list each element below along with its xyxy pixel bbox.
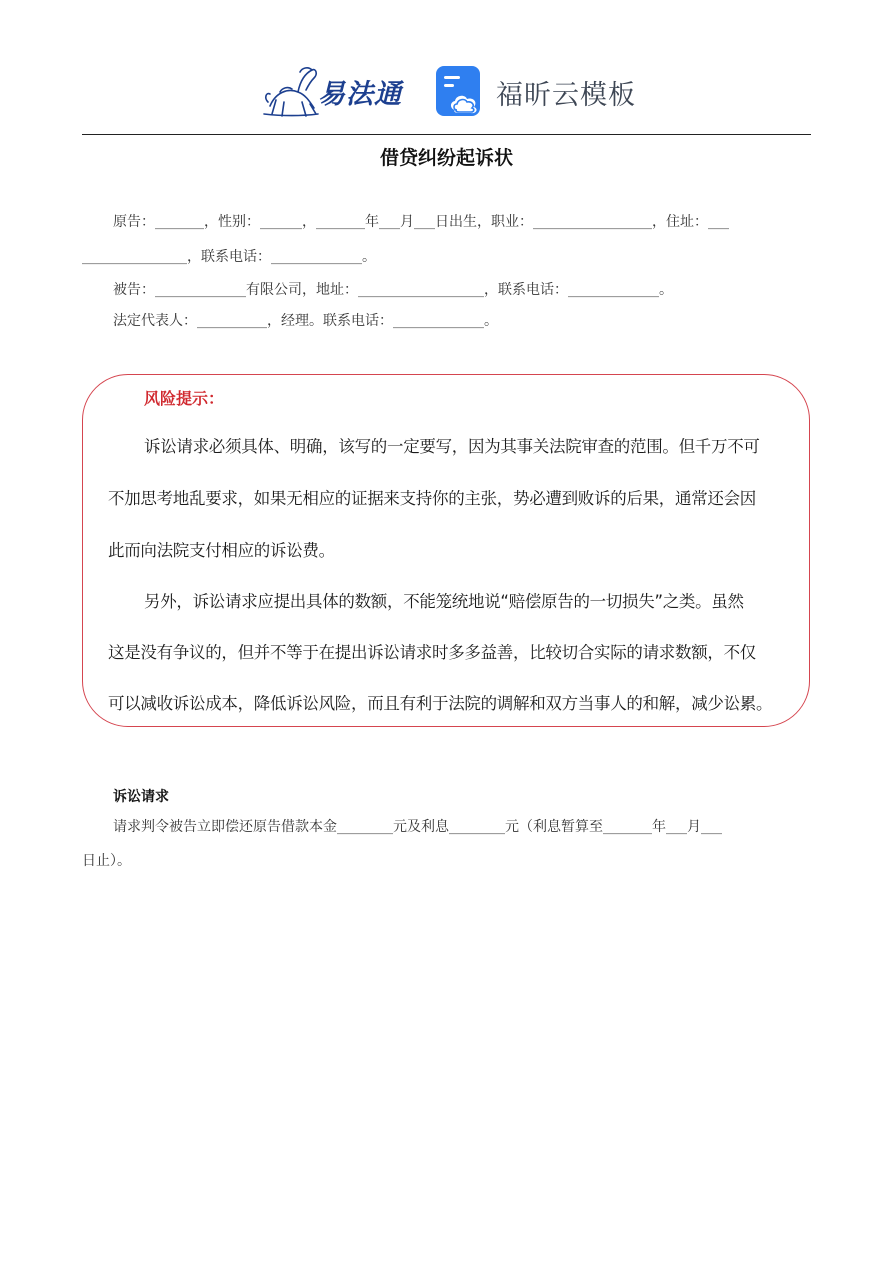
defendant-line: 被告：_____________有限公司，地址：__________________，联系电话：_____________。 [113, 282, 673, 298]
risk-notice-line: 诉讼请求必须具体、明确，该写的一定要写，因为其事关法院审查的范围。但千万不可 [144, 437, 760, 456]
risk-notice-line: 另外，诉讼请求应提出具体的数额，不能笼统地说“赔偿原告的一切损失”之类。虽然 [144, 592, 744, 611]
claims-heading: 诉讼请求 [113, 789, 169, 805]
header-divider [82, 134, 811, 135]
legal-representative-line: 法定代表人：__________，经理。联系电话：_____________。 [113, 313, 498, 329]
claims-line-1: 请求判令被告立即偿还原告借款本金________元及利息________元（利息暂算至_______年___月___ [113, 819, 722, 835]
risk-notice-line: 此而向法院支付相应的诉讼费。 [108, 541, 335, 560]
yifatong-logo-text: 易法通 [318, 79, 402, 110]
fuxin-cloud-logo-icon [436, 66, 486, 116]
fuxin-template-logo-text: 福昕云模板 [496, 80, 636, 111]
header-logos [0, 60, 893, 122]
risk-notice-line: 不加思考地乱要求，如果无相应的证据来支持你的主张，势必遭到败诉的后果，通常还会因 [108, 489, 757, 508]
risk-notice-line: 这是没有争议的，但并不等于在提出诉讼请求时多多益善，比较切合实际的请求数额，不仅 [108, 643, 757, 662]
plaintiff-line-2: _______________，联系电话：_____________。 [82, 249, 376, 265]
risk-notice-title: 风险提示： [144, 389, 225, 408]
document-title: 借贷纠纷起诉状 [379, 147, 513, 169]
risk-notice-line: 可以减收诉讼成本，降低诉讼风险，而且有利于法院的调解和双方当事人的和解，减少讼累。 [108, 694, 773, 713]
claims-line-2: 日止）。 [82, 853, 131, 869]
plaintiff-line-1: 原告：_______，性别：______，_______年___月___日出生，职业：_________________，住址：___ [113, 214, 729, 230]
